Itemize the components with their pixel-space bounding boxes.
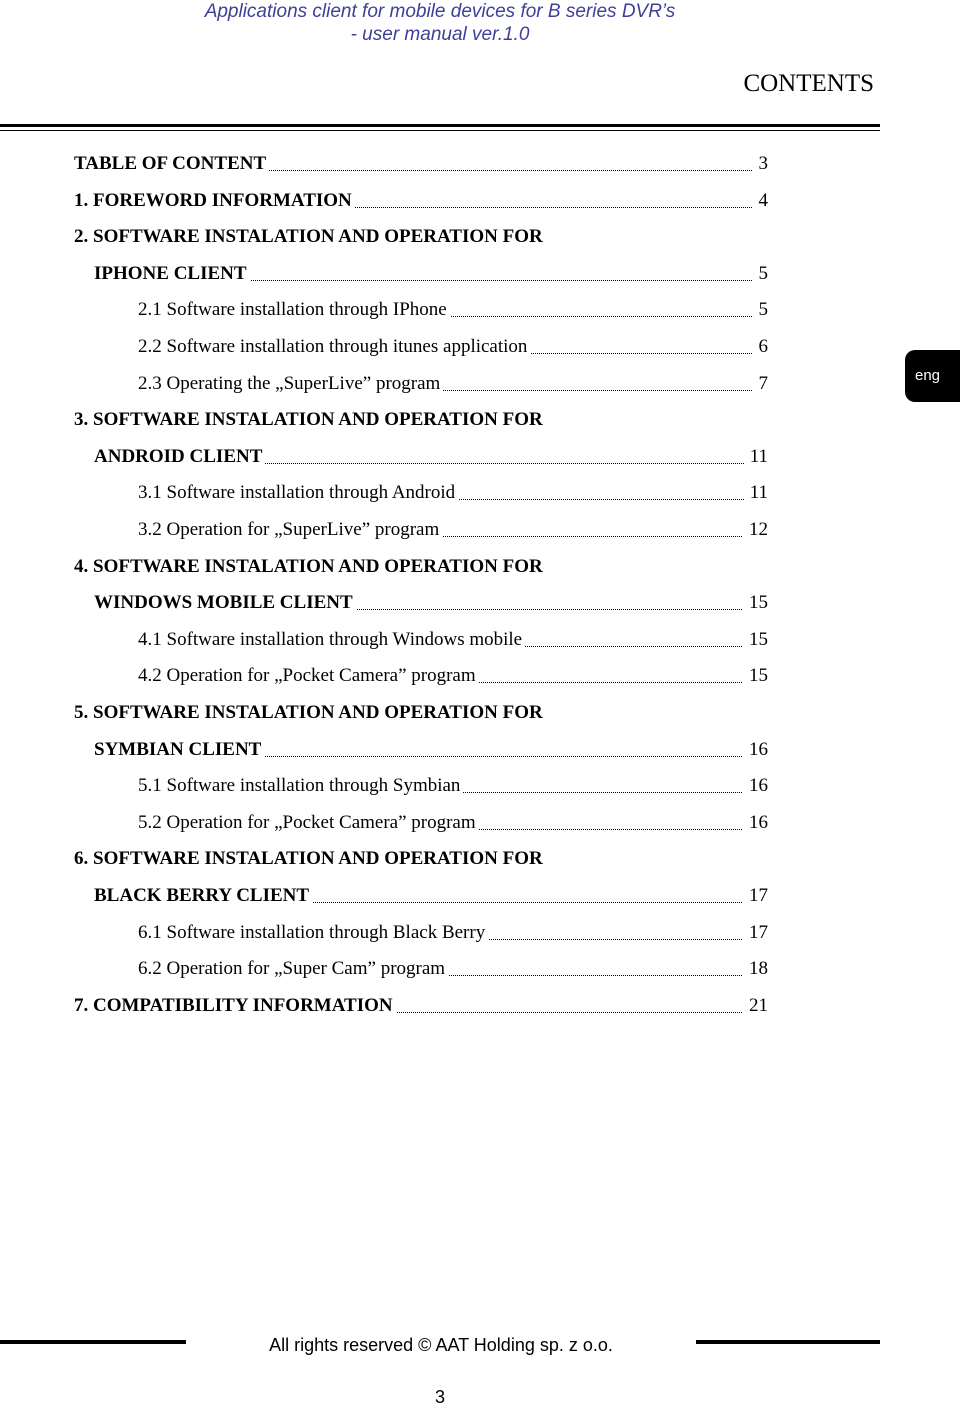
toc-entry[interactable] bbox=[94, 439, 768, 475]
toc-entry-title: WINDOWS MOBILE CLIENT bbox=[94, 585, 356, 621]
toc-entry-page: 5 bbox=[753, 292, 769, 328]
toc-entry-title: 5.1 Software installation through Symbian bbox=[138, 768, 463, 804]
toc-entry-title: ANDROID CLIENT bbox=[94, 439, 265, 475]
toc-entry[interactable] bbox=[138, 475, 768, 511]
language-tab[interactable]: eng bbox=[905, 350, 960, 402]
toc-entry-title: 4.2 Operation for „Pocket Camera” program bbox=[138, 658, 479, 694]
toc-entry[interactable] bbox=[94, 732, 768, 768]
toc-entry[interactable] bbox=[74, 219, 768, 255]
toc-entry-title: 2. SOFTWARE INSTALATION AND OPERATION FOR bbox=[74, 219, 546, 255]
toc-entry-page: 7 bbox=[753, 366, 769, 402]
toc-entry-title: 5.2 Operation for „Pocket Camera” program bbox=[138, 805, 479, 841]
toc-entry-page: 18 bbox=[743, 951, 768, 987]
toc-entry[interactable] bbox=[138, 915, 768, 951]
contents-heading: CONTENTS bbox=[743, 70, 874, 97]
footer-bar-right bbox=[696, 1340, 880, 1344]
toc-entry-title: 1. FOREWORD INFORMATION bbox=[74, 183, 355, 219]
header-rule-thick bbox=[0, 124, 880, 127]
toc-entry[interactable] bbox=[138, 658, 768, 694]
toc-entry-page: 11 bbox=[744, 439, 768, 475]
toc-entry-title: 3. SOFTWARE INSTALATION AND OPERATION FOR bbox=[74, 402, 546, 438]
toc-entry-page: 17 bbox=[743, 915, 768, 951]
toc-entry-title: BLACK BERRY CLIENT bbox=[94, 878, 312, 914]
toc-entry-title: 4. SOFTWARE INSTALATION AND OPERATION FOR bbox=[74, 549, 546, 585]
toc-entry-title: 4.1 Software installation through Windows mobile bbox=[138, 622, 525, 658]
toc-entry-page: 6 bbox=[753, 329, 769, 365]
toc-entry[interactable] bbox=[94, 256, 768, 292]
toc-entry-page: 21 bbox=[743, 988, 768, 1024]
toc-entry-title: 5. SOFTWARE INSTALATION AND OPERATION FOR bbox=[74, 695, 546, 731]
toc-entry[interactable] bbox=[138, 768, 768, 804]
toc-entry[interactable] bbox=[138, 951, 768, 987]
toc-entry-title: 2.3 Operating the „SuperLive” program bbox=[138, 366, 443, 402]
header-rule-thin bbox=[0, 130, 880, 131]
toc-entry[interactable] bbox=[74, 402, 768, 438]
toc-entry-page: 16 bbox=[743, 805, 768, 841]
header-title bbox=[0, 0, 880, 46]
toc-entry-title: IPHONE CLIENT bbox=[94, 256, 250, 292]
toc-entry[interactable] bbox=[94, 878, 768, 914]
toc-entry[interactable] bbox=[138, 329, 768, 365]
header-title-line-1: Applications client for mobile devices for B series DVR’s bbox=[204, 1, 676, 22]
footer-copyright: All rights reserved © AAT Holding sp. z o.o. bbox=[269, 1335, 613, 1355]
toc-entry-title: 6. SOFTWARE INSTALATION AND OPERATION FOR bbox=[74, 841, 546, 877]
toc-entry-title: 3.1 Software installation through Android bbox=[138, 475, 458, 511]
toc-entry-title: 6.1 Software installation through Black Berry bbox=[138, 915, 488, 951]
toc-entry-page: 15 bbox=[743, 622, 768, 658]
toc-entry[interactable] bbox=[74, 841, 768, 877]
toc-entry-title: 3.2 Operation for „SuperLive” program bbox=[138, 512, 442, 548]
toc-entry[interactable] bbox=[138, 366, 768, 402]
footer-bar-left bbox=[0, 1340, 186, 1344]
toc-entry-page: 4 bbox=[753, 183, 769, 219]
toc-entry-page: 11 bbox=[744, 475, 768, 511]
toc-entry-page: 15 bbox=[743, 585, 768, 621]
toc-entry[interactable] bbox=[138, 292, 768, 328]
header-title-line-2: - user manual ver.1.0 bbox=[350, 24, 530, 45]
toc-entry[interactable] bbox=[94, 585, 768, 621]
toc-entry-title: 7. COMPATIBILITY INFORMATION bbox=[74, 988, 396, 1024]
toc-entry[interactable] bbox=[74, 695, 768, 731]
toc-entry[interactable] bbox=[138, 805, 768, 841]
toc-entry[interactable] bbox=[74, 549, 768, 585]
toc-entry[interactable] bbox=[138, 622, 768, 658]
toc-entry[interactable] bbox=[74, 146, 768, 182]
page-number: 3 bbox=[434, 1387, 445, 1407]
toc-entry[interactable] bbox=[74, 988, 768, 1024]
toc-entry-title: SYMBIAN CLIENT bbox=[94, 732, 264, 768]
toc-entry-page: 16 bbox=[743, 768, 768, 804]
toc-entry-title: 2.1 Software installation through IPhone bbox=[138, 292, 450, 328]
toc-entry-page: 16 bbox=[743, 732, 768, 768]
toc-entry-page: 5 bbox=[753, 256, 769, 292]
toc-entry-page: 3 bbox=[753, 146, 769, 182]
toc-entry-title: 2.2 Software installation through itunes application bbox=[138, 329, 530, 365]
toc-entry-title: 6.2 Operation for „Super Cam” program bbox=[138, 951, 448, 987]
toc-entry-page: 12 bbox=[743, 512, 768, 548]
toc-entry-page: 15 bbox=[743, 658, 768, 694]
toc-entry-page: 17 bbox=[743, 878, 768, 914]
toc-entry[interactable] bbox=[74, 183, 768, 219]
toc-entry[interactable] bbox=[138, 512, 768, 548]
toc-entry-title: TABLE OF CONTENT bbox=[74, 146, 269, 182]
